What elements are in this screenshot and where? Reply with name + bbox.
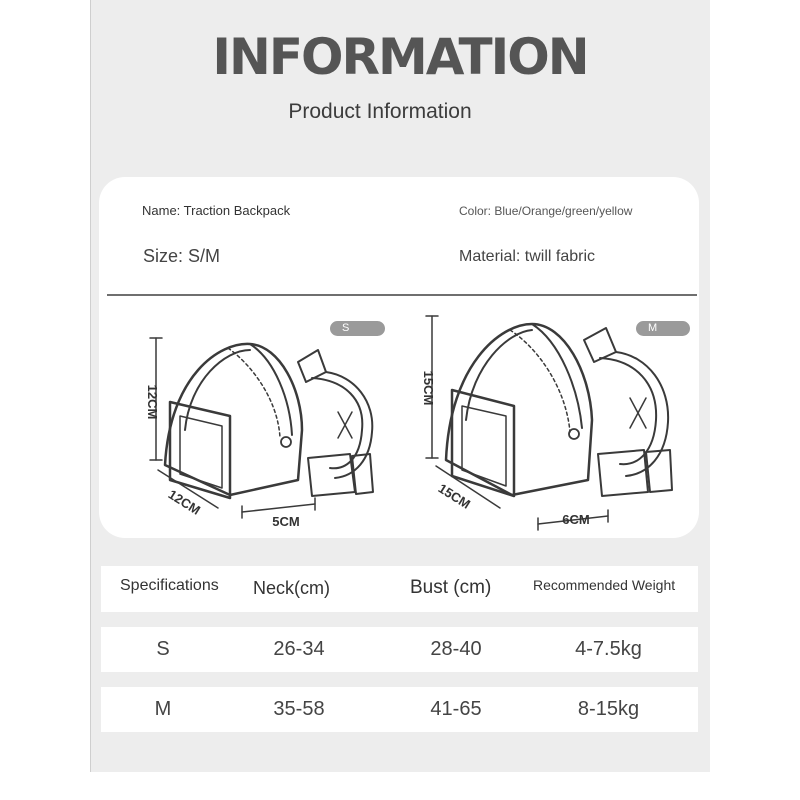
- table-cell: 28-40: [430, 638, 482, 660]
- size-tag-s: S: [330, 321, 385, 336]
- table-cell: S: [156, 638, 170, 660]
- backpack-m-illustration: [408, 310, 698, 535]
- table-cell: 8-15kg: [577, 698, 640, 720]
- table-row: [101, 627, 698, 672]
- page-title: INFORMATION: [212, 28, 588, 86]
- size-m-height-label: 15CM: [421, 370, 436, 406]
- product-color: Color: Blue/Orange/green/yellow: [459, 204, 633, 218]
- divider-line: [107, 294, 697, 296]
- table-cell: M: [154, 698, 172, 720]
- product-name: Name: Traction Backpack: [142, 203, 291, 218]
- table-header-cell: Recommended Weight: [533, 577, 676, 593]
- page-subtitle: Product Information: [288, 100, 472, 123]
- size-s-width-label: 5CM: [272, 514, 300, 529]
- table-row: [101, 687, 698, 732]
- product-size: Size: S/M: [143, 246, 221, 266]
- size-tag-m: M: [636, 321, 690, 336]
- bottom-band: [90, 772, 710, 800]
- size-s-length-label: 12CM: [165, 486, 204, 518]
- table-header-row: [101, 566, 698, 612]
- table-cell: 26-34: [273, 638, 325, 660]
- table-cell: 4-7.5kg: [575, 638, 642, 660]
- product-material: Material: twill fabric: [459, 248, 596, 265]
- size-m-length-label: 15CM: [435, 480, 474, 512]
- table-header-cell: Neck(cm): [253, 578, 330, 598]
- table-header-cell: Bust (cm): [410, 577, 492, 598]
- table-cell: 35-58: [273, 698, 325, 720]
- size-m-width-label: 6CM: [562, 512, 590, 527]
- table-header-cell: Specifications: [120, 577, 219, 594]
- size-s-height-label: 12CM: [145, 384, 160, 420]
- backpack-s-illustration: [130, 320, 400, 535]
- table-cell: 41-65: [430, 698, 482, 720]
